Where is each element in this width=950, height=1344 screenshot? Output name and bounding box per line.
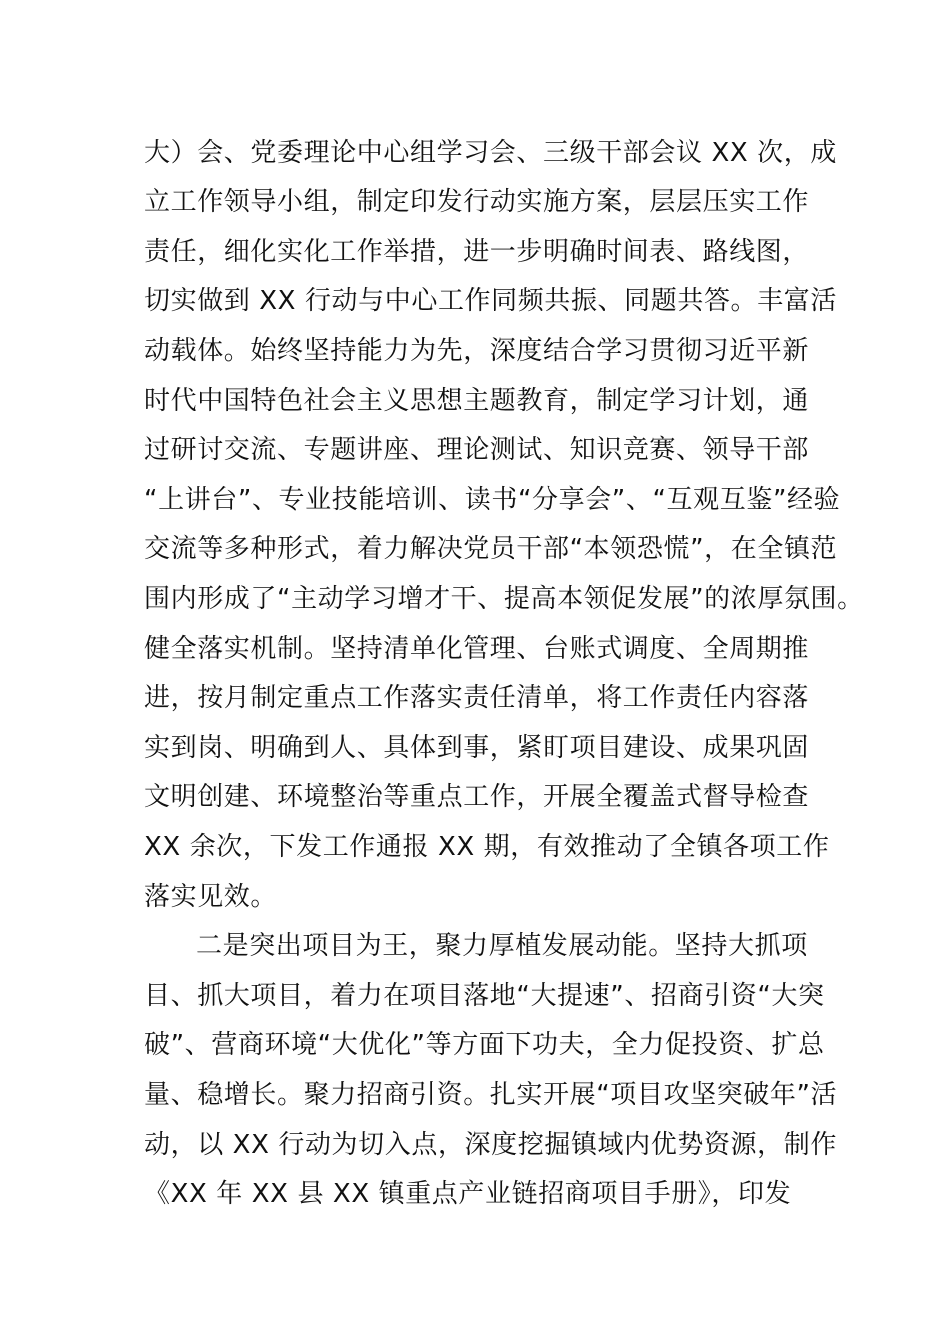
text-line-12: 进，按月制定重点工作落实责任清单，将工作责任内容落	[144, 683, 810, 713]
text-line-22: 《XX 年 XX 县 XX 镇重点产业链招商项目手册》，印发	[144, 1179, 792, 1209]
text-line-18: 目、抓大项目，着力在项目落地“大提速”、招商引资“大突	[144, 981, 825, 1011]
paragraph-start-line: 二是突出项目为王，聚力厚植发展动能。坚持大抓项	[196, 931, 808, 961]
text-line-13: 实到岗、明确到人、具体到事，紧盯项目建设、成果巩固	[144, 733, 810, 763]
text-line-21: 动，以 XX 行动为切入点，深度挖掘镇域内优势资源，制作	[144, 1130, 837, 1160]
text-line-5: 动载体。始终坚持能力为先，深度结合学习贯彻习近平新	[144, 336, 810, 366]
text-line-16: 落实见效。	[144, 882, 278, 912]
text-line-14: 文明创建、环境整治等重点工作，开展全覆盖式督导检查	[144, 782, 810, 812]
text-line-9: 交流等多种形式，着力解决党员干部“本领恐慌”，在全镇范	[144, 534, 838, 564]
text-line-20: 量、稳增长。聚力招商引资。扎实开展“项目攻坚突破年”活	[144, 1080, 838, 1110]
text-line-2: 立工作领导小组，制定印发行动实施方案，层层压实工作	[144, 187, 810, 217]
text-line-11: 健全落实机制。坚持清单化管理、台账式调度、全周期推	[144, 634, 810, 664]
text-line-1: 大）会、党委理论中心组学习会、三级干部会议 XX 次，成	[144, 138, 837, 168]
text-line-6: 时代中国特色社会主义思想主题教育，制定学习计划，通	[144, 386, 810, 416]
text-line-8: “上讲台”、专业技能培训、读书“分享会”、“互观互鉴”经验	[144, 485, 841, 515]
text-line-10: 围内形成了“主动学习增才干、提高本领促发展”的浓厚氛围。	[144, 584, 864, 614]
text-line-19: 破”、营商环境“大优化”等方面下功夫，全力促投资、扩总	[144, 1030, 825, 1060]
text-line-15: XX 余次，下发工作通报 XX 期，有效推动了全镇各项工作	[144, 832, 830, 862]
text-line-7: 过研讨交流、专题讲座、理论测试、知识竞赛、领导干部	[144, 435, 810, 465]
text-line-3: 责任，细化实化工作举措，进一步明确时间表、路线图，	[144, 237, 810, 267]
text-line-4: 切实做到 XX 行动与中心工作同频共振、同题共答。丰富活	[144, 286, 837, 316]
